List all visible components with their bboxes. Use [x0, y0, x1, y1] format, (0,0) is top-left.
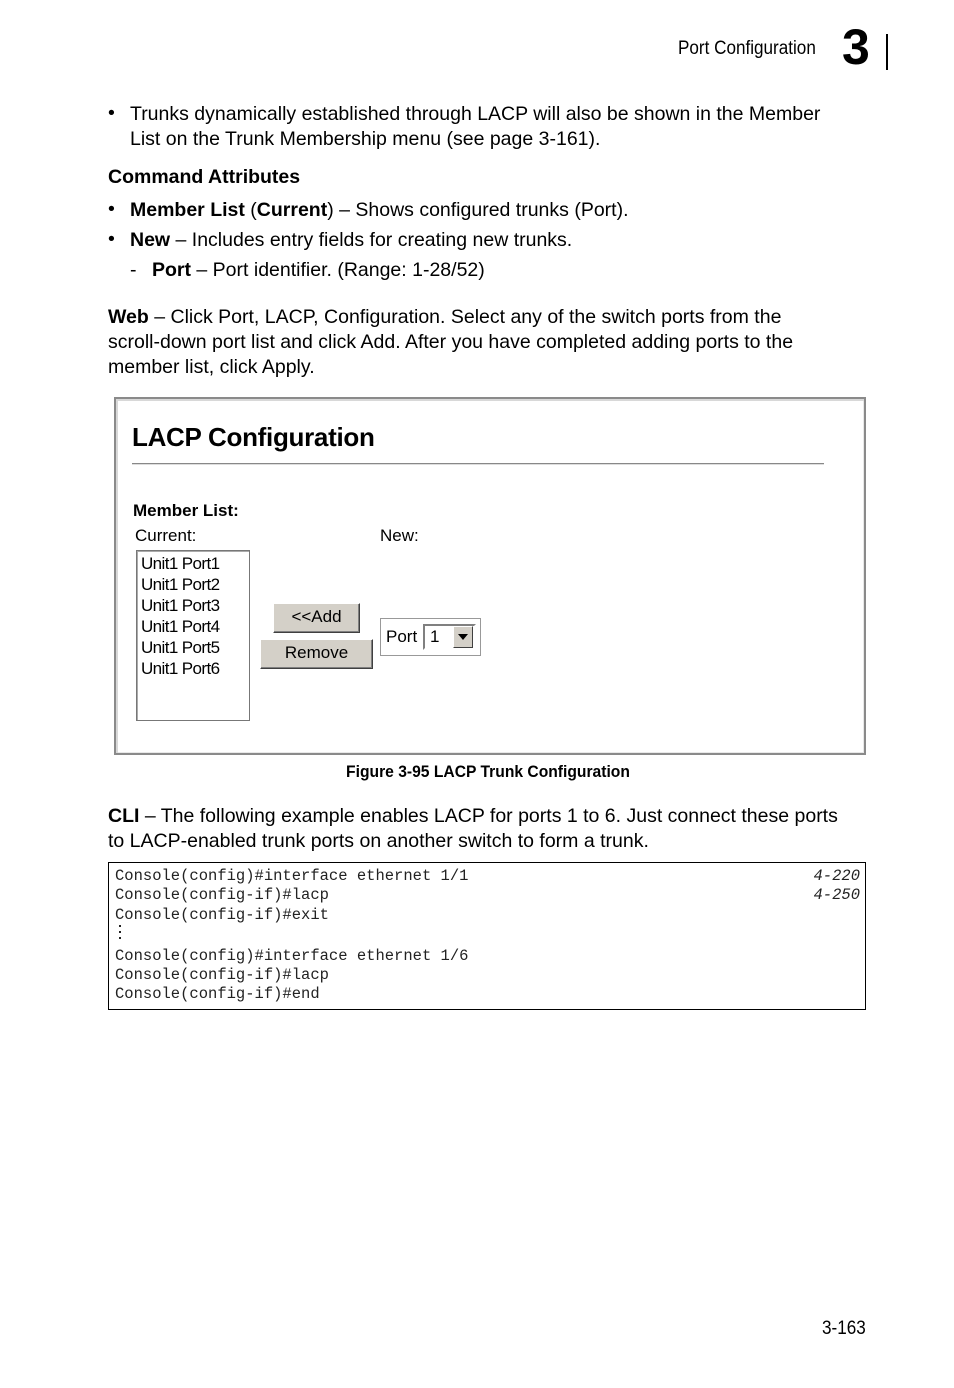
add-button[interactable]: <<Add	[273, 603, 360, 633]
code-line: Console(config-if)#end	[115, 985, 320, 1003]
bullet-icon: •	[108, 102, 115, 124]
list-item[interactable]: Unit1 Port1	[141, 554, 220, 573]
chapter-number: 3	[842, 19, 868, 75]
code-line: Console(config)#interface ethernet 1/1	[115, 867, 469, 885]
list-item[interactable]: Unit1 Port3	[141, 596, 220, 615]
code-line: Console(config-if)#exit	[115, 906, 329, 924]
bullet-icon: •	[108, 228, 115, 250]
member-list-item: Member List (Current) – Shows configured trunks (Port).	[130, 199, 629, 221]
code-line: Console(config)#interface ethernet 1/6	[115, 947, 469, 965]
command-attributes-heading: Command Attributes	[108, 166, 301, 188]
current-label: Current:	[135, 526, 197, 545]
page-number: 3-163	[822, 1318, 866, 1339]
member-list-label: Member List:	[133, 501, 239, 520]
figure-title: LACP Configuration	[132, 422, 375, 452]
list-item[interactable]: Unit1 Port2	[141, 575, 220, 594]
list-item[interactable]: Unit1 Port5	[141, 638, 220, 657]
header-rule	[886, 34, 888, 70]
list-item[interactable]: Unit1 Port4	[141, 617, 220, 636]
web-paragraph: Web – Click Port, LACP, Configuration. Select any of the switch ports from the scroll-down port list and click Add. After you have completed adding ports to the member list, click Apply.	[108, 306, 794, 378]
command-reference: 4-220	[813, 867, 860, 885]
command-reference: 4-250	[813, 886, 860, 904]
port-select-value: 1	[430, 627, 440, 646]
ellipsis-icon	[119, 925, 122, 941]
code-line: Console(config-if)#lacp	[115, 966, 329, 984]
running-header-title: Port Configuration	[678, 38, 816, 59]
list-item[interactable]: Unit1 Port6	[141, 659, 220, 678]
bullet-icon: •	[108, 198, 115, 220]
cli-paragraph: CLI – The following example enables LACP for ports 1 to 6. Just connect these ports to LACP-enabled trunk ports on another switch to form a trunk.	[108, 805, 838, 852]
chevron-down-icon[interactable]	[453, 626, 473, 648]
code-line: Console(config-if)#lacp	[115, 886, 329, 904]
port-label: Port	[386, 627, 418, 646]
new-item: New – Includes entry fields for creating new trunks.	[130, 229, 573, 251]
remove-button[interactable]: Remove	[260, 639, 373, 669]
dash-icon: -	[130, 259, 137, 281]
port-item: Port – Port identifier. (Range: 1-28/52)	[152, 259, 485, 281]
intro-bullet-text: Trunks dynamically established through LACP will also be shown in the Member List on the Trunk Membership menu (see page 3-161).	[130, 103, 821, 150]
figure-divider	[132, 463, 824, 465]
figure-caption: Figure 3-95 LACP Trunk Configuration	[346, 762, 630, 781]
new-label: New:	[380, 526, 419, 545]
current-members-listbox[interactable]	[136, 550, 250, 721]
